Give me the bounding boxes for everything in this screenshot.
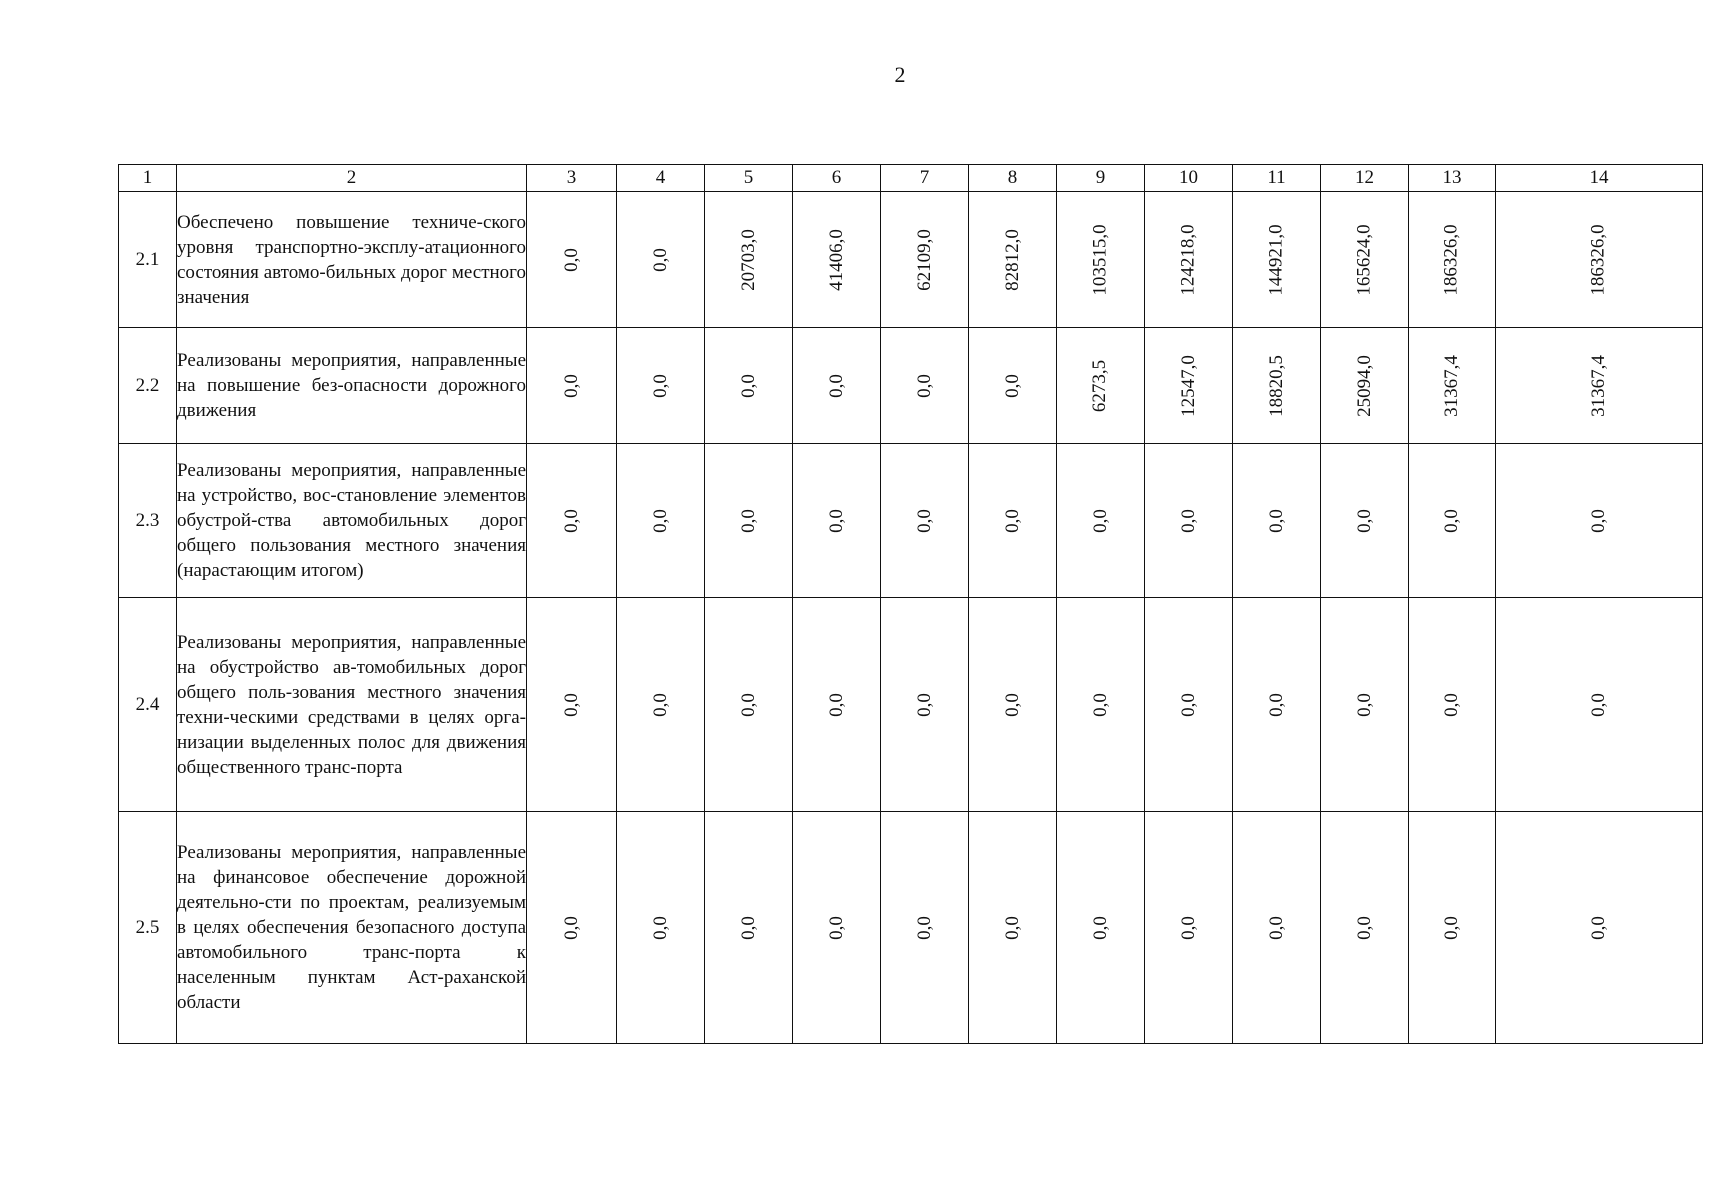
value-text: 0,0: [649, 373, 671, 398]
value-text: 20703,0: [737, 228, 759, 291]
value-text: 31367,4: [1588, 354, 1609, 417]
value-text: 41406,0: [825, 228, 847, 291]
value-cell: [1496, 812, 1703, 1044]
value-cell: [881, 598, 969, 812]
column-header: 9: [1057, 165, 1145, 192]
value-cell: [527, 328, 617, 444]
value-cell: [1057, 812, 1145, 1044]
value-text: 124218,0: [1177, 223, 1199, 296]
value-text: 0,0: [1177, 915, 1199, 940]
value-text: 0,0: [913, 692, 935, 717]
value-text: 0,0: [737, 915, 759, 940]
value-cell: [617, 328, 705, 444]
column-header: 10: [1145, 165, 1233, 192]
value-cell: [1496, 444, 1703, 598]
value-cell: [1057, 192, 1145, 328]
value-text: 0,0: [649, 915, 671, 940]
value-cell: [705, 192, 793, 328]
value-text: 0,0: [913, 508, 935, 533]
row-description: Реализованы мероприятия, направленные на финансовое обеспечение дорожной деятельно-сти по проектам, реализуемым в целях обеспечения безопасного доступа автомобильного транс-порта к населенным пунктам Аст-раханской области: [177, 812, 527, 1044]
column-header: 2: [177, 165, 527, 192]
value-cell: [969, 444, 1057, 598]
value-text: 0,0: [1177, 508, 1199, 533]
value-text: 0,0: [560, 373, 582, 398]
value-cell: [705, 598, 793, 812]
value-text: 0,0: [1001, 692, 1023, 717]
value-text: 0,0: [560, 692, 582, 717]
value-text: 0,0: [1265, 508, 1287, 533]
value-text: 0,0: [737, 692, 759, 717]
value-text: 0,0: [1265, 915, 1287, 940]
value-cell: [1409, 328, 1496, 444]
value-cell: [1496, 598, 1703, 812]
value-text: 0,0: [1001, 373, 1023, 398]
value-text: 0,0: [913, 373, 935, 398]
value-cell: [617, 598, 705, 812]
value-cell: [1321, 812, 1409, 1044]
value-cell: [1233, 598, 1321, 812]
value-text: 0,0: [737, 373, 759, 398]
value-cell: [705, 444, 793, 598]
value-text: 0,0: [1353, 692, 1375, 717]
value-cell: [1321, 444, 1409, 598]
value-cell: [1321, 328, 1409, 444]
value-cell: [881, 444, 969, 598]
value-cell: [1233, 812, 1321, 1044]
value-text: 31367,4: [1441, 354, 1462, 417]
value-cell: [793, 192, 881, 328]
value-cell: [793, 444, 881, 598]
value-text: 0,0: [1353, 508, 1375, 533]
value-cell: [1409, 192, 1496, 328]
column-header: 14: [1496, 165, 1703, 192]
value-text: 0,0: [1441, 508, 1462, 533]
value-cell: [1057, 444, 1145, 598]
value-cell: [969, 192, 1057, 328]
page-number: 2: [894, 62, 906, 87]
value-cell: [1409, 598, 1496, 812]
value-text: 18820,5: [1265, 354, 1287, 417]
value-cell: [1496, 328, 1703, 444]
value-text: 103515,0: [1089, 223, 1111, 296]
value-text: 0,0: [560, 915, 582, 940]
value-text: 0,0: [825, 692, 847, 717]
value-cell: [1409, 812, 1496, 1044]
column-header: 6: [793, 165, 881, 192]
value-text: 0,0: [825, 373, 847, 398]
value-cell: [1145, 598, 1233, 812]
value-text: 144921,0: [1265, 223, 1287, 296]
column-header: 4: [617, 165, 705, 192]
value-text: 6273,5: [1089, 359, 1111, 412]
table-row: [119, 192, 1703, 328]
value-text: 0,0: [1588, 915, 1609, 940]
value-cell: [1145, 444, 1233, 598]
row-description: Обеспечено повышение техниче-ского уровня транспортно-эксплу-атационного состояния автомо-бильных дорог местного значения: [177, 192, 527, 328]
value-cell: [881, 192, 969, 328]
value-text: 0,0: [1089, 915, 1111, 940]
row-number: 2.3: [119, 444, 177, 598]
value-cell: [527, 598, 617, 812]
column-header: 13: [1409, 165, 1496, 192]
value-cell: [1233, 192, 1321, 328]
table-row: [119, 328, 1703, 444]
value-cell: [969, 812, 1057, 1044]
value-text: 25094,0: [1353, 354, 1375, 417]
value-text: 0,0: [560, 247, 582, 272]
value-text: 0,0: [1588, 692, 1609, 717]
table-row: [119, 598, 1703, 812]
value-cell: [1145, 192, 1233, 328]
value-cell: [881, 328, 969, 444]
value-text: 0,0: [913, 915, 935, 940]
value-cell: [1057, 328, 1145, 444]
value-cell: [793, 328, 881, 444]
value-text: 186326,0: [1441, 223, 1462, 296]
value-text: 0,0: [1001, 915, 1023, 940]
value-cell: [1321, 598, 1409, 812]
column-header: 1: [119, 165, 177, 192]
value-text: 0,0: [1089, 508, 1111, 533]
row-description: Реализованы мероприятия, направленные на устройство, вос-становление элементов обустрой-ства автомобильных дорог общего пользования местного значения (нарастающим итогом): [177, 444, 527, 598]
value-cell: [1321, 192, 1409, 328]
value-text: 0,0: [1177, 692, 1199, 717]
value-text: 0,0: [737, 508, 759, 533]
value-text: 0,0: [825, 915, 847, 940]
value-text: 0,0: [1441, 915, 1462, 940]
row-description: Реализованы мероприятия, направленные на повышение без-опасности дорожного движения: [177, 328, 527, 444]
value-text: 82812,0: [1001, 228, 1023, 291]
value-text: 12547,0: [1177, 354, 1199, 417]
value-cell: [527, 444, 617, 598]
column-header: 12: [1321, 165, 1409, 192]
indicator-table: [118, 164, 1703, 1044]
value-text: 0,0: [1001, 508, 1023, 533]
column-header: 8: [969, 165, 1057, 192]
value-text: 0,0: [649, 692, 671, 717]
value-cell: [881, 812, 969, 1044]
value-text: 186326,0: [1588, 223, 1609, 296]
value-text: 0,0: [1441, 692, 1462, 717]
row-number: 2.1: [119, 192, 177, 328]
value-text: 0,0: [560, 508, 582, 533]
value-text: 0,0: [1353, 915, 1375, 940]
value-cell: [527, 192, 617, 328]
value-cell: [969, 328, 1057, 444]
value-cell: [1057, 598, 1145, 812]
value-cell: [617, 192, 705, 328]
value-cell: [617, 812, 705, 1044]
column-header: 3: [527, 165, 617, 192]
value-text: 0,0: [649, 508, 671, 533]
value-text: 165624,0: [1353, 223, 1375, 296]
value-text: 0,0: [1089, 692, 1111, 717]
value-text: 0,0: [1588, 508, 1609, 533]
table-row: [119, 444, 1703, 598]
value-cell: [705, 812, 793, 1044]
value-text: 0,0: [1265, 692, 1287, 717]
column-header: 5: [705, 165, 793, 192]
value-cell: [1233, 328, 1321, 444]
table-row: [119, 812, 1703, 1044]
row-number: 2.5: [119, 812, 177, 1044]
value-cell: [1145, 812, 1233, 1044]
value-cell: [1233, 444, 1321, 598]
value-text: 0,0: [825, 508, 847, 533]
value-cell: [1145, 328, 1233, 444]
value-cell: [793, 598, 881, 812]
row-number: 2.4: [119, 598, 177, 812]
header-row: [119, 165, 1703, 192]
value-cell: [617, 444, 705, 598]
value-cell: [1496, 192, 1703, 328]
value-text: 62109,0: [913, 228, 935, 291]
value-cell: [527, 812, 617, 1044]
column-header: 11: [1233, 165, 1321, 192]
value-text: 0,0: [649, 247, 671, 272]
value-cell: [969, 598, 1057, 812]
value-cell: [705, 328, 793, 444]
column-header: 7: [881, 165, 969, 192]
value-cell: [793, 812, 881, 1044]
row-number: 2.2: [119, 328, 177, 444]
row-description: Реализованы мероприятия, направленные на обустройство ав-томобильных дорог общего поль-зования местного значения техни-ческими средствами в целях орга-низации выделенных полос для движения общественного транс-порта: [177, 598, 527, 812]
value-cell: [1409, 444, 1496, 598]
